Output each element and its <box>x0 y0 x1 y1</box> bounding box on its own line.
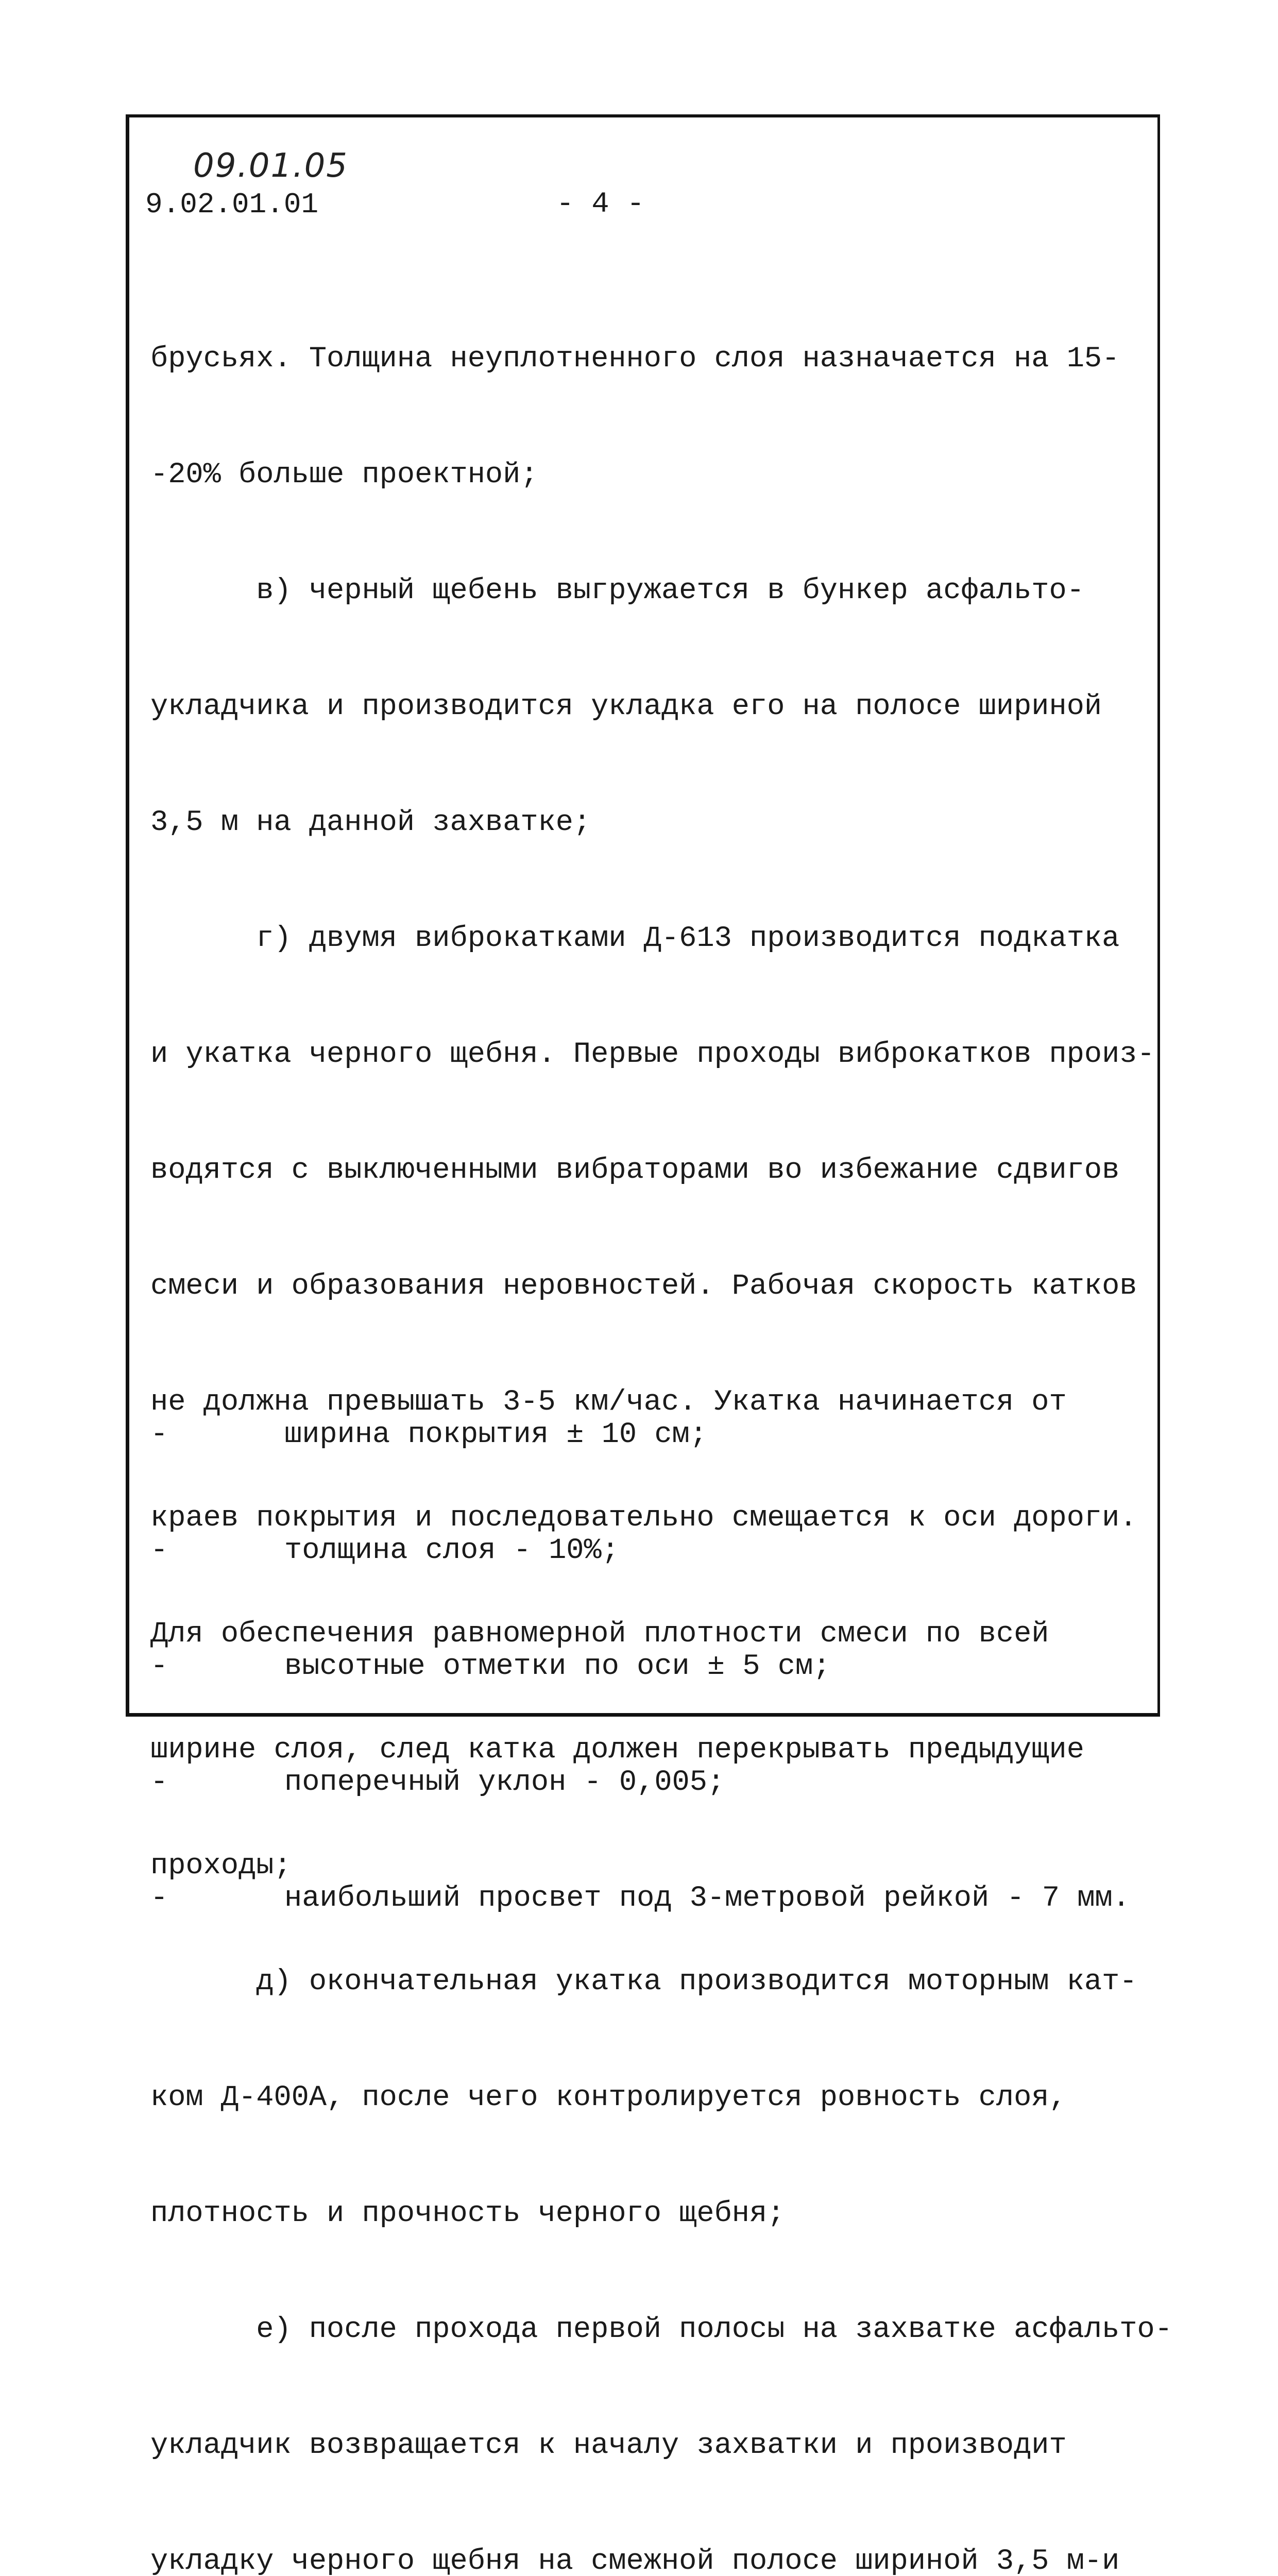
tolerance-list <box>150 1338 1130 1957</box>
text-line: -20% больше проектной; <box>150 459 538 492</box>
text-line: не должна превышать 3-5 км/час. Укатка начинается от <box>150 1386 1067 1419</box>
text-line: смеси и образования неровностей. Рабочая скорость катков <box>150 1270 1137 1303</box>
text-line: проходы; <box>150 1850 292 1883</box>
list-item <box>150 1416 1130 1454</box>
list-item-text: поперечный уклон - 0,005; <box>284 1766 725 1799</box>
text-line: краев покрытия и последовательно смещается к оси дороги. <box>150 1502 1137 1535</box>
text-line: и укатка черного щебня. Первые проходы виброкатков произ- <box>150 1038 1155 1071</box>
list-item-text: толщина слоя - 10%; <box>284 1534 619 1567</box>
text-line: ком Д-400А, после чего контролируется ровность слоя, <box>150 2081 1067 2114</box>
text-line: водятся с выключенными вибраторами во избежание сдвигов <box>150 1154 1120 1187</box>
list-item-text: ширина покрытия ± 10 см; <box>284 1418 707 1451</box>
page-number: - 4 - <box>556 188 645 221</box>
list-bullet: - <box>150 1534 168 1567</box>
text-line: в) черный щебень выгружается в бункер асфальто- <box>150 574 1084 607</box>
doc-code: 9.02.01.01 <box>145 188 319 221</box>
text-line: е) после прохода первой полосы на захватке асфальто- <box>150 2313 1172 2346</box>
text-line: плотность и прочность черного щебня; <box>150 2197 785 2230</box>
list-item <box>150 1764 1130 1802</box>
text-line: д) окончательная укатка производится моторным кат- <box>150 1965 1137 1998</box>
text-line: укладку черного щебня на смежной полосе шириной 3,5 м-и <box>150 2545 1120 2576</box>
list-bullet: - <box>150 1766 168 1799</box>
text-line: укладчик возвращается к началу захватки и производит <box>150 2429 1067 2462</box>
text-line: г) двумя виброкатками Д-613 производится подкатка <box>150 922 1120 955</box>
handwritten-doc-code: 09.01.05 <box>193 147 348 185</box>
list-item <box>150 1879 1130 1918</box>
text-line: брусьях. Толщина неуплотненного слоя назначается на 15- <box>150 343 1120 376</box>
list-item-text: наибольший просвет под 3-метровой рейкой - 7 мм. <box>284 1882 1130 1915</box>
text-line: Для обеспечения равномерной плотности смеси по всей <box>150 1618 1049 1651</box>
text-line: ширине слоя, след катка должен перекрывать предыдущие <box>150 1734 1084 1767</box>
list-item <box>150 1648 1130 1686</box>
list-bullet: - <box>150 1882 168 1915</box>
list-bullet: - <box>150 1650 168 1683</box>
text-line: 3,5 м на данной захватке; <box>150 806 591 839</box>
list-item-text: высотные отметки по оси ± 5 см; <box>284 1650 831 1683</box>
text-line: укладчика и производится укладка его на полосе шириной <box>150 690 1102 723</box>
list-bullet: - <box>150 1418 168 1451</box>
list-item <box>150 1532 1130 1570</box>
